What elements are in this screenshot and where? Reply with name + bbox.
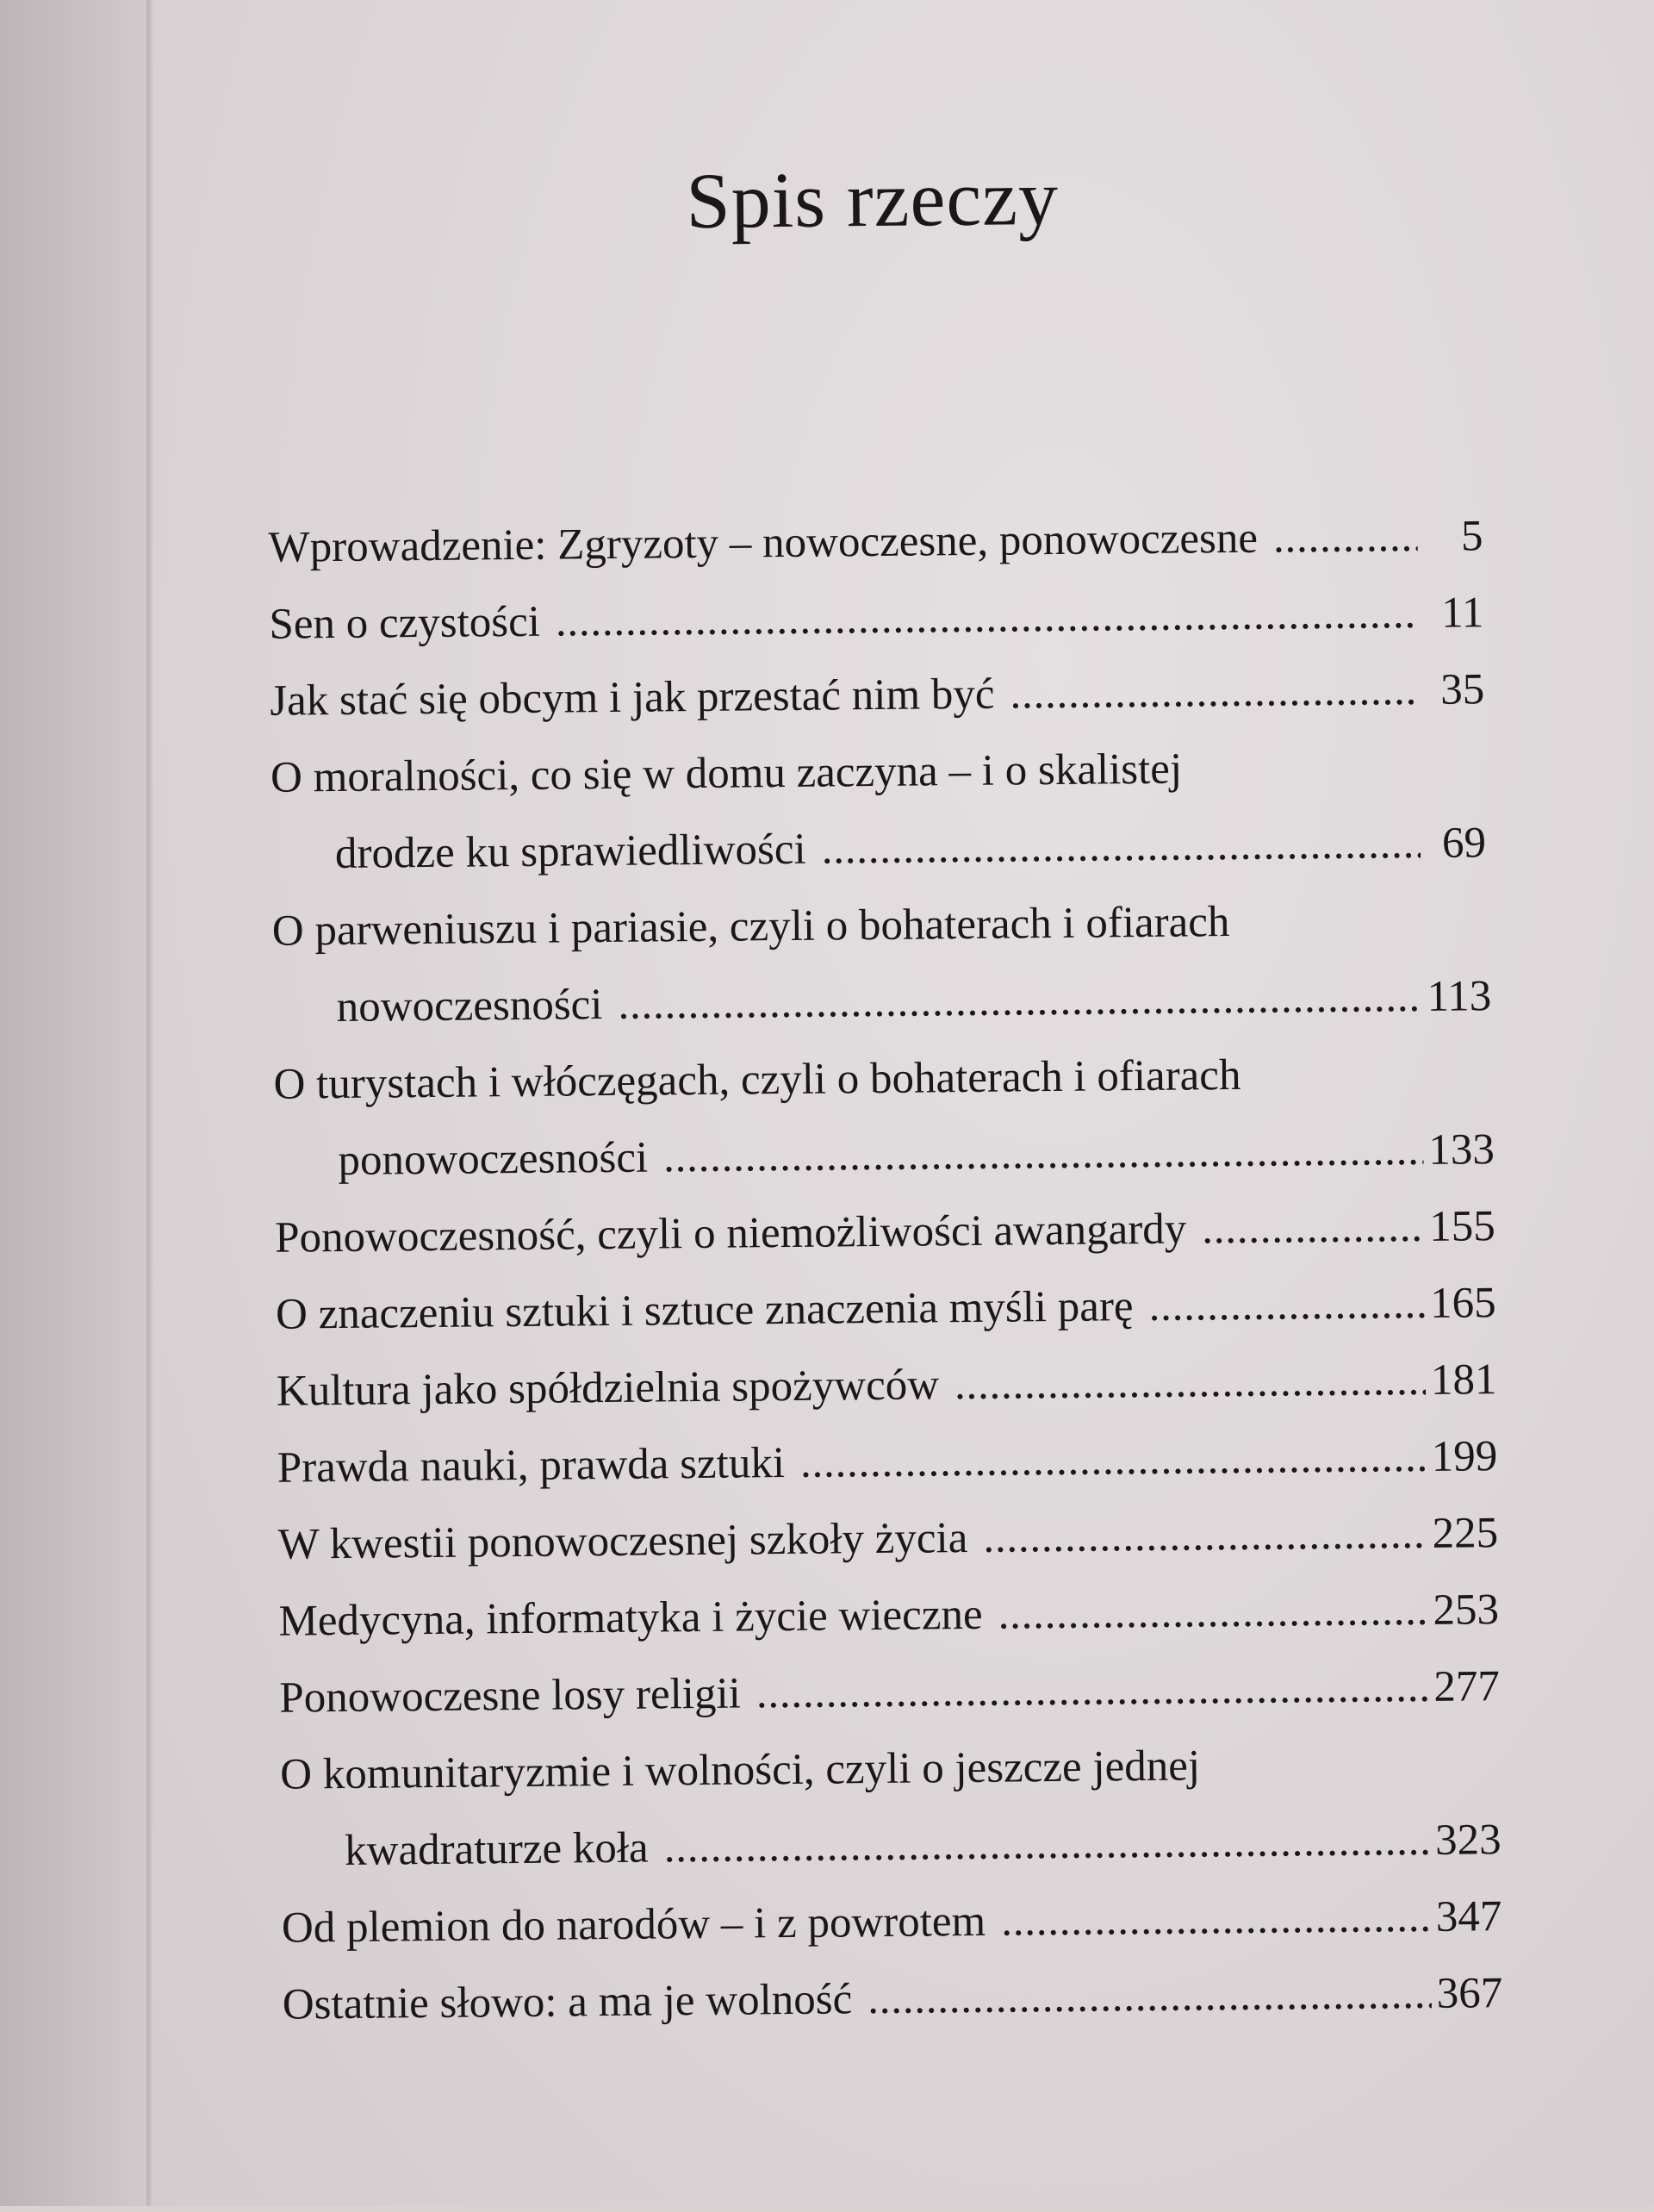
toc-entry bbox=[271, 882, 1492, 1047]
toc-entry-title: Jak stać się obcym i jak przestać nim być bbox=[270, 670, 995, 726]
toc-entry bbox=[281, 1879, 1502, 1967]
dot-leader bbox=[800, 1419, 1427, 1502]
toc-entry-row bbox=[275, 1188, 1495, 1277]
toc-page-number: 165 bbox=[1429, 1279, 1496, 1328]
toc-entry bbox=[270, 728, 1487, 894]
toc-entry-title-line2: drodze ku sprawiedliwości bbox=[334, 825, 806, 879]
toc-entry bbox=[269, 575, 1484, 664]
toc-entry bbox=[275, 1188, 1495, 1277]
dot-leader bbox=[1010, 652, 1420, 733]
toc-page-number: 253 bbox=[1433, 1586, 1500, 1635]
toc-entry-row bbox=[269, 575, 1484, 664]
toc-entry-title-line2: nowoczesności bbox=[336, 981, 603, 1032]
toc-entry-row bbox=[281, 1802, 1502, 1891]
toc-entry-title: W kwestii ponowoczesnej szkoły życia bbox=[277, 1514, 968, 1569]
dot-leader bbox=[1148, 1266, 1425, 1345]
toc-entry-title: Ponowoczesne losy religii bbox=[279, 1669, 742, 1723]
toc-entry-row bbox=[275, 1265, 1496, 1354]
toc-entry-title: Wprowadzenie: Zgryzoty – nowoczesne, ponowoczesne bbox=[268, 514, 1259, 572]
dot-leader bbox=[618, 959, 1422, 1044]
toc-entry-row bbox=[272, 958, 1492, 1047]
toc-page-number: 347 bbox=[1435, 1892, 1502, 1941]
dot-leader bbox=[663, 1112, 1424, 1196]
toc-page-number: 133 bbox=[1428, 1125, 1495, 1175]
toc-entry-row bbox=[268, 498, 1483, 587]
toc-entry-row bbox=[279, 1648, 1501, 1737]
toc-entry-title: Kultura jako spółdzielnia spożywców bbox=[276, 1361, 940, 1416]
toc-page-number: 181 bbox=[1430, 1355, 1497, 1405]
toc-entry-row bbox=[277, 1418, 1498, 1507]
toc-entry bbox=[277, 1495, 1499, 1584]
toc-entry-title-line1: O parweniuszu i pariasie, czyli o bohaterach i ofiarach bbox=[271, 898, 1230, 956]
toc-page-number: 225 bbox=[1432, 1509, 1499, 1558]
toc-entry-row bbox=[281, 1879, 1502, 1967]
toc-page-number: 5 bbox=[1460, 512, 1483, 561]
toc-page-number: 35 bbox=[1439, 665, 1485, 714]
dot-leader bbox=[821, 806, 1421, 888]
toc-entry bbox=[268, 498, 1483, 587]
toc-entry-row bbox=[271, 805, 1487, 894]
toc-entry-title: Sen o czystości bbox=[269, 597, 541, 649]
page-gutter-shadow bbox=[146, 0, 153, 2206]
toc-entry-title-line2: ponowoczesności bbox=[338, 1133, 649, 1186]
toc-entry-title: Prawda nauki, prawda sztuki bbox=[277, 1439, 786, 1492]
toc-entry bbox=[270, 651, 1485, 740]
toc-entry-title-line2: kwadraturze koła bbox=[344, 1823, 649, 1875]
toc-entry-title: Ponowoczesność, czyli o niemożliwości awangardy bbox=[275, 1205, 1187, 1262]
dot-leader bbox=[867, 1956, 1432, 2038]
toc-page-number: 367 bbox=[1436, 1969, 1503, 2018]
dot-leader bbox=[755, 1649, 1428, 1732]
toc-page-number: 155 bbox=[1428, 1202, 1495, 1251]
toc-entry bbox=[278, 1572, 1500, 1661]
toc-entry-title: Od plemion do narodów – i z powrotem bbox=[281, 1897, 986, 1953]
toc-entry-title: O znaczeniu sztuki i sztuce znaczenia myśli parę bbox=[275, 1282, 1134, 1339]
page-content bbox=[264, 0, 1503, 2212]
toc-entry-row bbox=[282, 1955, 1503, 2044]
toc-page-number: 69 bbox=[1441, 819, 1487, 868]
dot-leader bbox=[954, 1343, 1427, 1424]
toc-entry bbox=[279, 1725, 1502, 1891]
dot-leader bbox=[1001, 1879, 1432, 1960]
dot-leader bbox=[663, 1803, 1430, 1887]
toc-page-number: 199 bbox=[1431, 1432, 1498, 1481]
toc-entry bbox=[279, 1648, 1501, 1737]
toc-entry-row bbox=[277, 1495, 1499, 1584]
toc-entry bbox=[277, 1418, 1498, 1507]
toc-entry-title: Medycyna, informatyka i życie wieczne bbox=[278, 1590, 983, 1646]
toc-page-number: 277 bbox=[1433, 1662, 1501, 1711]
toc-entry-row bbox=[276, 1342, 1497, 1430]
toc-entry bbox=[273, 1035, 1495, 1200]
toc-entry-title-line1: O turystach i włóczęgach, czyli o bohaterach i ofiarach bbox=[273, 1050, 1241, 1109]
dot-leader bbox=[1273, 499, 1418, 577]
toc-entry-row bbox=[274, 1112, 1495, 1200]
toc-entry bbox=[275, 1265, 1496, 1354]
toc-entry-title-line1: O komunitaryzmie i wolności, czyli o jeszcze jednej bbox=[279, 1742, 1201, 1799]
dot-leader bbox=[1202, 1189, 1425, 1268]
toc-page-number: 11 bbox=[1441, 589, 1484, 638]
page-title: Spis rzeczy bbox=[685, 153, 1060, 246]
dot-leader bbox=[555, 576, 1418, 661]
toc-entry-row bbox=[270, 651, 1485, 740]
table-of-contents bbox=[268, 498, 1503, 2043]
toc-entry-title: Ostatnie słowo: a ma je wolność bbox=[282, 1975, 853, 2029]
dot-leader bbox=[998, 1573, 1428, 1654]
toc-page-number: 323 bbox=[1434, 1816, 1502, 1865]
toc-entry bbox=[282, 1955, 1503, 2044]
toc-entry bbox=[276, 1342, 1497, 1430]
dot-leader bbox=[983, 1496, 1427, 1577]
toc-page-number: 113 bbox=[1427, 972, 1492, 1021]
toc-entry-row bbox=[278, 1572, 1500, 1661]
toc-entry-title-line1: O moralności, co się w domu zaczyna – i o skalistej bbox=[270, 745, 1183, 802]
